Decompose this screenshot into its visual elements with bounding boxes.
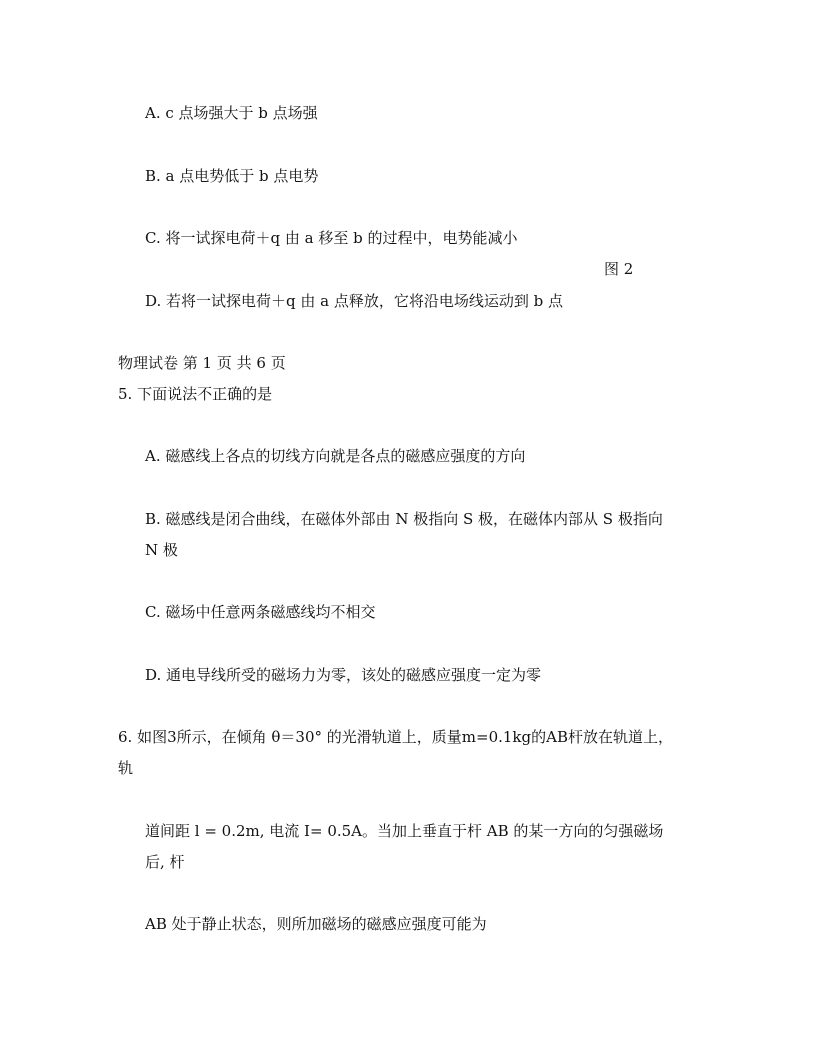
q5-option-b-line1: B. 磁感线是闭合曲线，在磁体外部由 N 极指向 S 极，在磁体内部从 S 极指向 <box>145 510 663 528</box>
figure-label: 图 2 <box>604 260 634 278</box>
q5-stem: 5. 下面说法不正确的是 <box>118 385 273 403</box>
q6-line4: 后, 杆 <box>145 853 185 871</box>
q6-line2: 轨 <box>118 759 134 777</box>
q4-option-d: D. 若将一试探电荷＋q 由 a 点释放，它将沿电场线运动到 b 点 <box>145 292 564 310</box>
q6-line3: 道间距 l = 0.2m, 电流 I= 0.5A。当加上垂直于杆 AB 的某一方向的匀强磁场 <box>145 822 664 840</box>
q5-option-b-line2: N 极 <box>145 541 178 559</box>
q6-line5: AB 处于静止状态，则所加磁场的磁感应强度可能为 <box>145 915 487 933</box>
q4-option-b: B. a 点电势低于 b 点电势 <box>145 167 319 185</box>
q5-option-a: A. 磁感线上各点的切线方向就是各点的磁感应强度的方向 <box>145 447 526 465</box>
q5-option-c: C. 磁场中任意两条磁感线均不相交 <box>145 603 376 621</box>
q4-option-c: C. 将一试探电荷＋q 由 a 移至 b 的过程中，电势能减小 <box>145 229 518 247</box>
q5-option-d: D. 通电导线所受的磁场力为零，该处的磁感应强度一定为零 <box>145 666 542 684</box>
page-footer: 物理试卷 第 1 页 共 6 页 <box>118 354 286 372</box>
q4-option-a: A. c 点场强大于 b 点场强 <box>145 104 318 122</box>
q6-line1: 6. 如图3所示，在倾角 θ＝30° 的光滑轨道上，质量m=0.1kg的AB杆放在轨道上， <box>118 728 673 746</box>
